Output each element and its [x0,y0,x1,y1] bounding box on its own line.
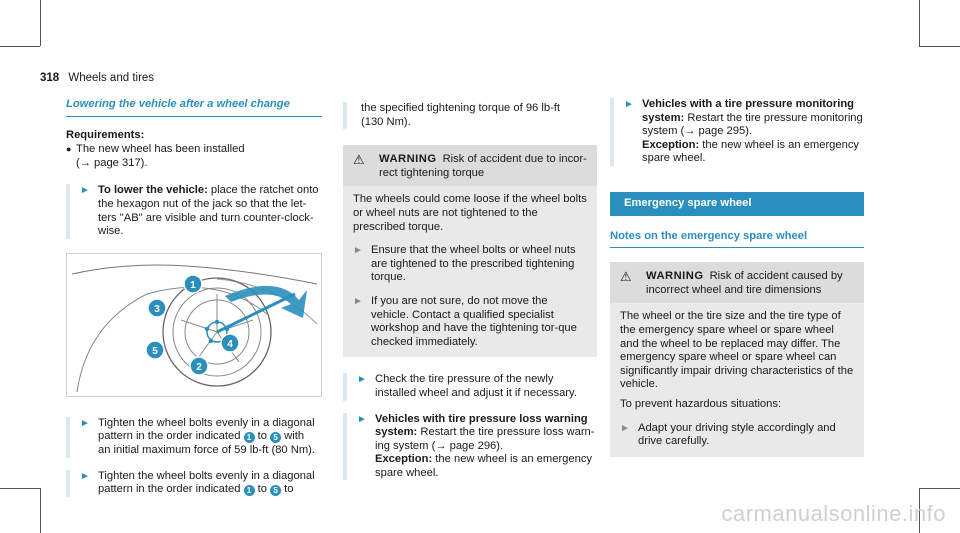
step-bold-label: Vehicles with tire pressure loss warning system: [375,412,588,439]
step-text: the hexagon nut of the jack so that the let- [98,197,307,210]
step-text: place the ratchet onto [207,184,319,197]
page-header [40,72,154,84]
warning-step [620,422,854,449]
callout-badge-5: 5 [270,432,281,443]
callout-badge-5: 5 [270,485,281,496]
step-text: the specified tightening torque of 96 lb-ft [361,102,561,114]
middle-column [343,102,597,480]
crop-mark [919,46,960,47]
page-number: 318 [40,72,60,84]
step-text: the new wheel is an emergency spare wheel. [375,453,593,479]
step-text: ters "AB" are visible and turn counter-clock- [98,211,314,224]
crop-mark [919,0,920,46]
warning-body: The wheels could come loose if the wheel bolts or wheel nuts are not tightened to the prescribed torque. [353,193,587,233]
wheel-illustration [67,254,321,396]
chapter-title-bar: Emergency spare wheel [610,192,864,216]
callout-badge-1: 1 [244,485,255,496]
continued-text [343,102,597,129]
step-arrow-icon: ► [80,470,90,482]
crop-mark [0,46,40,47]
crop-mark [919,488,960,489]
step-text: Ensure that the wheel bolts or wheel nuts are tightened to the prescribed tightening torque. [371,244,576,284]
figure-callout-2: 2 [196,361,202,373]
step-arrow-icon: ► [80,185,90,197]
step-text: the new wheel is an emergency spare wheel. [642,138,860,165]
step-text: Restart the tire pressure monitoring system (→ page 295). [642,111,863,138]
page-reference-link[interactable]: (→ page 317). [76,156,148,169]
figure-callout-4: 4 [227,338,233,350]
step-arrow-icon: ► [80,417,90,429]
step-text: Tighten the wheel bolts evenly in a diagonal [98,469,315,482]
figure-callout-1: 1 [190,279,196,291]
step-text: with [281,430,305,443]
left-column [66,98,322,497]
exception-label: Exception: [375,453,433,466]
step-bold-label: Vehicles with a tire pressure monitoring system: [642,98,854,124]
step-tighten-initial [66,417,322,458]
warning-body: To prevent hazardous situations: [620,397,782,410]
step-text: (130 Nm). [361,115,411,128]
step-text: pattern in the order indicated [98,483,244,496]
bullet-icon: ● [66,144,72,155]
step-text: Adapt your driving style accordingly and drive carefully. [638,421,836,448]
warning-header [610,262,864,303]
step-arrow-icon: ► [357,374,367,386]
warning-label: WARNING [379,153,437,166]
step-text: to [254,483,271,496]
warning-icon: ⚠ [620,269,632,285]
step-arrow-icon: ► [353,295,363,307]
crop-mark [40,488,41,533]
warning-title: incorrect wheel and tire dimensions [646,283,822,296]
step-text: pattern in the order indicated [98,430,244,443]
step-tpm-restart [610,98,864,166]
warning-step [353,295,587,349]
requirements-title: Requirements: [66,128,145,141]
step-lower-vehicle [66,184,322,238]
warning-label: WARNING [646,270,704,283]
warning-box [343,145,597,357]
crop-mark [0,488,40,489]
warning-title: rect tightening torque [379,166,485,179]
step-text: to [281,483,294,496]
crop-mark [40,0,41,46]
warning-header [343,145,597,186]
step-text: Tighten the wheel bolts evenly in a diagonal [98,416,315,429]
step-arrow-icon: ► [353,245,363,257]
section-heading: Lowering the vehicle after a wheel change [66,98,322,117]
figure-callout-5: 5 [152,345,158,357]
step-text: Restart the tire pressure loss warn-ing system (→ page 296). [375,426,595,452]
step-text: an initial maximum force of 59 lb-ft (80 Nm). [98,443,315,456]
step-tpms-restart [343,413,597,481]
step-arrow-icon: ► [624,99,634,110]
warning-title: Risk of accident due to incor- [442,153,587,166]
figure-callout-3: 3 [154,303,160,315]
warning-icon: ⚠ [353,152,365,168]
section-title: Wheels and tires [68,72,155,84]
step-arrow-icon: ► [620,422,630,434]
step-arrow-icon: ► [357,413,367,425]
step-text: to [254,430,271,443]
step-text: wise. [98,225,124,238]
step-bold-label: To lower the vehicle: [98,184,208,197]
warning-title: Risk of accident caused by [709,270,843,283]
step-check-pressure [343,373,597,400]
step-tighten-final [66,470,322,497]
warning-body: The wheel or the tire size and the tire type of the emergency spare wheel or spare wheel and the wheel to be replaced may differ. The emergency spare wheel or spare wheel can significantly impair driving characteristics of the vehicle. [620,310,854,391]
callout-badge-1: 1 [244,432,255,443]
watermark: carmanualsonline.info [721,501,946,526]
warning-step [353,244,587,285]
requirement-text: The new wheel has been installed [76,143,245,156]
exception-label: Exception: [642,138,700,151]
step-text: Check the tire pressure of the newly installed wheel and adjust it if necessary. [375,373,577,399]
step-text: If you are not sure, do not move the vehicle. Contact a qualified specialist workshop and have the tightening tor-que checked immediately. [371,294,577,348]
warning-box [610,262,864,457]
wheel-bolt-diagram [66,253,322,397]
section-heading: Notes on the emergency spare wheel [610,230,864,249]
right-column [610,98,864,457]
requirement-item [66,143,322,170]
